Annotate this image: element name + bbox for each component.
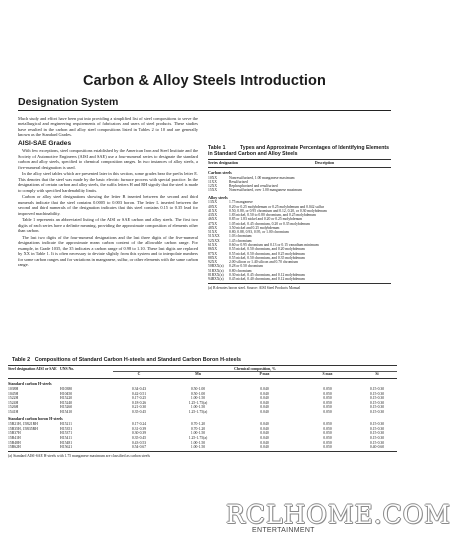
- table-1-group-alloy: Alloy steels: [208, 194, 228, 200]
- uns-cell: H15371: [60, 431, 73, 436]
- sulfur-cell: 0.050: [323, 426, 332, 431]
- aisi-paragraph: With few exceptions, steel compositions established by the American Iron and Steel Institute and the Society of Automotive Engineers (AISI and SAE) use a four-numeral series to designate the standard carbon and alloy steels, specified to chemical composition ranges. In two instances of alloy steels, a five-numeral designation is used.: [18, 148, 198, 170]
- manganese-cell: 0.70-1.20: [190, 422, 206, 427]
- carbon-cell: 0.54-0.67: [131, 445, 147, 450]
- description-cell: 0.45 nickel, 0.40 chromium, and 0.12 molybdenum: [229, 277, 305, 282]
- series-cell: 15XX: [208, 188, 218, 193]
- description-cell: 1.03 chromium: [229, 234, 252, 239]
- uns-cell: H15240: [60, 400, 73, 405]
- carbon-cell: 0.35-0.45: [131, 409, 147, 414]
- watermark-subtitle: ENTERTAINMENT: [252, 527, 315, 534]
- silicon-cell: 0.15-0.30: [369, 409, 385, 414]
- phosphorus-cell: 0.040: [260, 440, 269, 445]
- table-2-col-s: S max: [322, 372, 333, 377]
- silicon-cell: 0.15-0.30: [369, 391, 385, 396]
- description-cell: Rephosphorized and resulfurized: [229, 184, 278, 189]
- description-cell: Resulfurized: [229, 179, 248, 184]
- steel-cell: 1541H: [8, 409, 19, 414]
- series-cell: 81BXX(a): [208, 273, 224, 277]
- carbon-cell: 0.35-0.45: [131, 436, 147, 441]
- uns-cell: H10450: [60, 391, 73, 396]
- table-2-bottom-rule: [8, 451, 397, 452]
- steel-cell: 1045H: [8, 391, 19, 396]
- description-cell: 0.50, 0.80, or 0.95 chromium and 0.12, 0.20, or 0.30 molybdenum: [229, 208, 327, 213]
- aisi-paragraph: In the alloy steel tables which are presented later in this section, some grades bear the prefix letter E. This denotes that the steel was made by the basic electric furnace process with special practice. In the designations of certain carbon and alloy steels, the suffix letters H and RH signify that the steel is made to comply with specified hardenability limits.: [18, 171, 198, 193]
- table-2-title: [12, 357, 397, 363]
- manganese-cell: 0.70-1.20: [190, 426, 206, 431]
- carbon-cell: 0.43-0.53: [131, 440, 147, 445]
- aisi-heading: AISI-SAE Grades: [18, 139, 72, 147]
- sulfur-cell: 0.050: [323, 387, 332, 392]
- uns-cell: H15260: [60, 405, 73, 410]
- series-cell: 51BXX(a): [208, 268, 224, 273]
- manganese-cell: 1.25-1.75(a): [188, 400, 208, 405]
- watermark-logo: RCLHOME.COM: [226, 500, 451, 529]
- page-title: Carbon & Alloy Steels Introduction: [83, 73, 326, 89]
- table-2-col-mn: Mn: [195, 372, 201, 377]
- series-cell: 48XX: [208, 225, 218, 230]
- steel-cell: 1524H: [8, 400, 19, 405]
- table-1-group-carbon: Carbon steels: [208, 170, 232, 176]
- section-heading: Designation System: [18, 96, 119, 108]
- table-2-col-si: Si: [375, 372, 379, 377]
- aisi-paragraph: Carbon or alloy steel designations showing the letter B inserted between the second and third numerals indicate that the steel contains 0.0005 to 0.003 boron. The letter L inserted between the second and third numerals of the designation indicates that this steel contains 0.15 to 0.35 lead for improved machinability.: [18, 194, 198, 216]
- sulfur-cell: 0.050: [323, 436, 332, 441]
- description-cell: Nonresulfurized, over 1.00 manganese maximum: [229, 188, 302, 193]
- steel-cell: 15B37H: [8, 431, 21, 436]
- description-cell: 0.55 nickel, 0.50 chromium, and 0.20 molybdenum: [229, 247, 305, 252]
- silicon-cell: 0.15-0.30: [369, 426, 385, 431]
- phosphorus-cell: 0.040: [260, 431, 269, 436]
- carbon-cell: 0.34-0.43: [131, 387, 147, 392]
- steel-cell: 15B35H, 15B35RH: [8, 426, 38, 431]
- description-cell: 0.60 or 0.95 chromium and 0.13 or 0.15 vanadium minimum: [229, 243, 319, 248]
- carbon-cell: 0.30-0.39: [131, 431, 147, 436]
- table-1-alloy-rows: [208, 200, 391, 281]
- table-1-top-rule: [208, 159, 391, 160]
- manganese-cell: 1.25-1.75(a): [188, 409, 208, 414]
- manganese-cell: 1.00-1.50: [190, 431, 206, 436]
- steel-cell: 15B62H: [8, 445, 21, 450]
- description-cell: 1.75 manganese: [229, 200, 253, 205]
- steel-cell: 15B48H: [8, 440, 21, 445]
- table-2-chem-subheader: [113, 371, 397, 376]
- sulfur-cell: 0.050: [323, 445, 332, 450]
- sulfur-cell: 0.050: [323, 422, 332, 427]
- series-cell: 46XX: [208, 217, 218, 222]
- table-2-header: [8, 367, 397, 377]
- series-cell: 12XX: [208, 184, 218, 189]
- phosphorus-cell: 0.040: [260, 422, 269, 427]
- manganese-cell: 1.00-1.50: [190, 396, 206, 401]
- phosphorus-cell: 0.040: [260, 391, 269, 396]
- series-cell: 87XX: [208, 251, 218, 256]
- table-row: [8, 445, 397, 450]
- silicon-cell: 0.15-0.30: [369, 396, 385, 401]
- uns-cell: H15621: [60, 445, 73, 450]
- table-row: [208, 277, 391, 281]
- description-cell: 0.85 or 1.83 nickel and 0.20 or 0.25 molybdenum: [229, 217, 303, 222]
- uns-cell: H15410: [60, 409, 73, 414]
- manganese-cell: 0.50-1.00: [190, 391, 206, 396]
- description-cell: 2.00 silicon or 1.40 silicon and 0.70 chromium: [229, 260, 299, 265]
- series-cell: 86XX: [208, 247, 218, 252]
- table-row: [8, 410, 397, 415]
- manganese-cell: 1.00-1.50: [190, 405, 206, 410]
- table-2-header-rule: [8, 378, 397, 379]
- phosphorus-cell: 0.040: [260, 396, 269, 401]
- uns-cell: H15351: [60, 426, 73, 431]
- table-2-chem-header: Chemical composition, %: [234, 367, 276, 371]
- series-cell: 92XX: [208, 260, 218, 265]
- table-1-carbon-rows: [208, 176, 391, 193]
- silicon-cell: 0.15-0.30: [369, 436, 385, 441]
- silicon-cell: 0.15-0.30: [369, 400, 385, 405]
- uns-cell: H15211: [60, 422, 72, 427]
- description-cell: 0.30 nickel, 0.45 chromium, and 0.12 molybdenum: [229, 273, 305, 277]
- table-2: [8, 357, 397, 458]
- silicon-cell: 0.40-0.60: [369, 445, 385, 450]
- series-cell: 43XX: [208, 213, 218, 218]
- carbon-cell: 0.31-0.39: [131, 426, 147, 431]
- description-cell: 0.80 chromium: [229, 268, 252, 273]
- aisi-paragraph: The last two digits of the four-numeral designations and the last three digits of the five-numeral designations indicate the approximate mean carbon content of the allowable carbon range. For example, in Grade 1035, the 35 indicates a carbon range of 0.98 to 1.10. These last digits are replaced by XX in Table 1. It is often necessary to deviate slightly from this system and to interpolate numbers for some carbon ranges and for variations in manganese, sulfur, or other elements with the same carbon range.: [18, 234, 198, 268]
- table-2-group-h: Standard carbon H-steels: [8, 381, 52, 387]
- description-cell: 0.28 or 0.50 chromium: [229, 264, 263, 269]
- description-cell: 1.83 nickel, 0.50 to 0.80 chromium, and 0.25 molybdenum: [229, 213, 316, 218]
- silicon-cell: 0.15-0.30: [369, 440, 385, 445]
- sulfur-cell: 0.050: [323, 440, 332, 445]
- sulfur-cell: 0.050: [323, 409, 332, 414]
- table-2-col-steel: Steel designation AISI or SAE: [8, 367, 57, 371]
- series-cell: 41XX: [208, 208, 218, 213]
- silicon-cell: 0.15-0.30: [369, 405, 385, 410]
- description-cell: 0.55 nickel, 0.50 chromium, and 0.25 molybdenum: [229, 251, 305, 256]
- carbon-cell: 0.18-0.26: [131, 400, 147, 405]
- intro-paragraph: Much study and effort have been put into providing a simplified list of steel compositions to serve the metallurgical and engineering requirements of fabricators and users of steel products. These studies have resulted in the carbon and alloy steel compositions listed in Tables 2 to 10 and are generally known as the Standard Grades.: [18, 116, 198, 138]
- series-cell: 88XX: [208, 255, 218, 260]
- series-cell: 51XX: [208, 230, 218, 235]
- phosphorus-cell: 0.040: [260, 405, 269, 410]
- silicon-cell: 0.15-0.30: [369, 422, 385, 427]
- table-1-header-rule: [208, 167, 391, 168]
- table-1: [208, 146, 391, 290]
- carbon-cell: 0.17-0.25: [131, 396, 147, 401]
- steel-cell: 15B21H, 15B21RH: [8, 422, 38, 427]
- series-cell: 10XX: [208, 175, 218, 180]
- description-cell: 0.80, 0.88, 0.93, 0.95, or 1.00 chromium: [229, 230, 289, 235]
- aisi-paragraph: Table 1 represents an abbreviated listing of the AISI or SAE carbon and alloy steels. The first two digits of each series have a definite meaning, providing the approximate composition of elements other than carbon.: [18, 217, 198, 234]
- table-2-col-c: C: [137, 372, 141, 377]
- table-1-col-series: Series designation: [208, 161, 238, 166]
- table-2-footnote: (a) Standard AISI-SAE H-steels with 1.75 manganese maximum are classified as carbon steels: [8, 453, 150, 458]
- table-2-group-boron: Standard carbon boron H-steels: [8, 416, 63, 422]
- steel-cell: 1038H: [8, 387, 19, 392]
- table-1-title: [208, 146, 391, 157]
- table-2-h-rows: [8, 387, 397, 414]
- uns-cell: H15220: [60, 396, 73, 401]
- uns-cell: H10380: [60, 387, 73, 392]
- series-cell: 13XX: [208, 200, 218, 205]
- manganese-cell: 1.00-1.50: [190, 445, 206, 450]
- table-1-header: [208, 161, 391, 165]
- series-cell: 61XX: [208, 243, 218, 248]
- carbon-cell: 0.42-0.51: [131, 391, 147, 396]
- series-cell: 11XX: [208, 179, 217, 184]
- phosphorus-cell: 0.040: [260, 436, 269, 441]
- table-1-footnote: (a) B denotes boron steel. Source: AISI Steel Products Manual: [208, 285, 301, 290]
- steel-cell: 1526H: [8, 405, 19, 410]
- carbon-cell: 0.21-0.30: [131, 405, 147, 410]
- series-cell: 50BXX(a): [208, 264, 224, 269]
- steel-cell: 1522H: [8, 396, 19, 401]
- manganese-cell: 0.50-1.00: [190, 387, 206, 392]
- manganese-cell: 1.25-1.75(a): [188, 436, 208, 441]
- description-cell: 0.55 nickel, 0.50 chromium, and 0.35 molybdenum: [229, 255, 305, 260]
- phosphorus-cell: 0.040: [260, 409, 269, 414]
- section-rule: [18, 110, 391, 111]
- silicon-cell: 0.15-0.30: [369, 387, 385, 392]
- steel-cell: 15B41H: [8, 436, 21, 441]
- sulfur-cell: 0.050: [323, 405, 332, 410]
- phosphorus-cell: 0.040: [260, 400, 269, 405]
- manganese-cell: 1.00-1.50: [190, 440, 206, 445]
- silicon-cell: 0.15-0.30: [369, 431, 385, 436]
- description-cell: 1.05 nickel, 0.45 chromium, 0.20 or 0.35 molybdenum: [229, 221, 310, 226]
- table-row: [208, 188, 391, 192]
- description-cell: 1.45 chromium: [229, 238, 252, 243]
- table-1-caption: Types and Approximate Percentages of Identifying Elements in Standard Carbon and Alloy Steels: [208, 145, 390, 157]
- sulfur-cell: 0.050: [323, 431, 332, 436]
- phosphorus-cell: 0.040: [260, 426, 269, 431]
- sulfur-cell: 0.050: [323, 391, 332, 396]
- table-2-col-p: P max: [259, 372, 270, 377]
- uns-cell: H15411: [60, 436, 72, 441]
- sulfur-cell: 0.050: [323, 396, 332, 401]
- table-2-chem-block: [113, 367, 397, 377]
- description-cell: 3.50 nickel and 0.25 molybdenum: [229, 225, 280, 230]
- series-cell: 47XX: [208, 221, 218, 226]
- left-column: [18, 116, 198, 269]
- series-cell: 94BXX(a): [208, 277, 224, 282]
- series-cell: 40XX: [208, 204, 218, 209]
- table-2-boron-rows: [8, 422, 397, 449]
- table-2-caption: Compositions of Standard Carbon H-steels and Standard Carbon Boron H-steels: [34, 357, 242, 363]
- phosphorus-cell: 0.040: [260, 445, 269, 450]
- table-1-bottom-rule: [208, 283, 391, 284]
- table-2-top-rule: [8, 365, 397, 366]
- uns-cell: H15481: [60, 440, 73, 445]
- description-cell: 0.20 or 0.25 molybdenum or 0.25 molybdenum and 0.042 sulfur: [229, 204, 324, 209]
- phosphorus-cell: 0.040: [260, 387, 269, 392]
- sulfur-cell: 0.050: [323, 400, 332, 405]
- description-cell: Nonresulfurized, 1.00 manganese maximum: [229, 175, 295, 180]
- carbon-cell: 0.17-0.24: [131, 422, 147, 427]
- table-2-label: Table 2: [12, 357, 31, 363]
- table-2-col-uns: UNS No.: [60, 367, 75, 371]
- table-1-label: Table 1: [208, 145, 226, 151]
- series-cell: 52XXX: [208, 238, 220, 243]
- series-cell: 51XXX: [208, 234, 220, 239]
- table-1-col-description: Description: [314, 161, 335, 166]
